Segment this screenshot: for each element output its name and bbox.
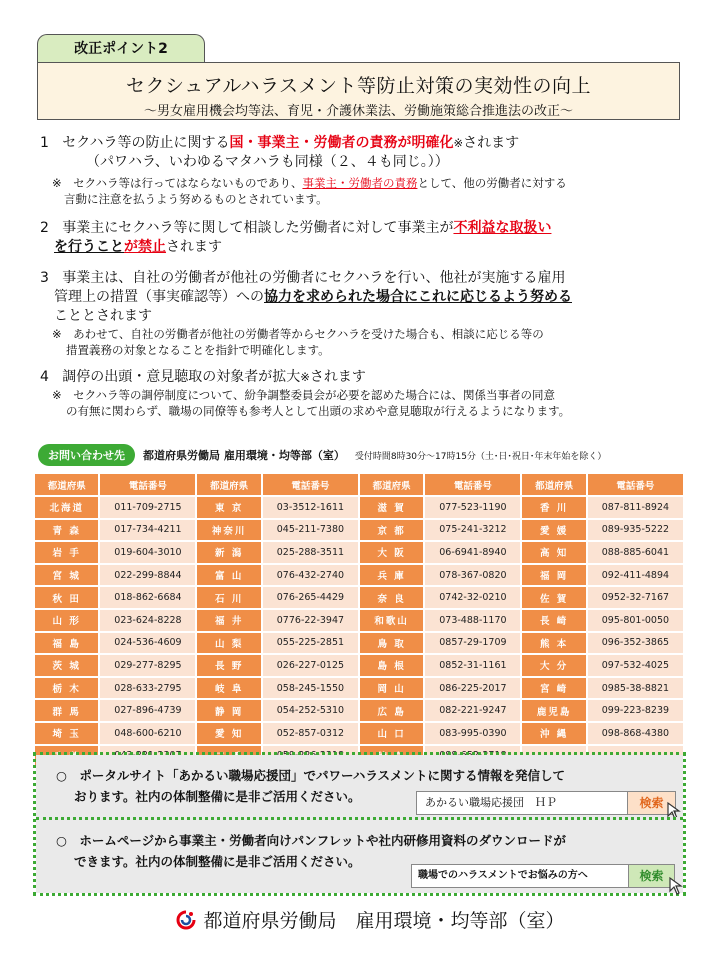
point-1-note-text-end: として、他の労働者に対する [417,176,567,190]
phone-cell: 045-211-7380 [263,520,358,541]
prefecture-cell: 福 井 [197,610,260,631]
prefecture-cell: 神奈川 [197,520,260,541]
prefecture-header: 都道府県 [522,474,585,495]
footer-text: 都道府県労働局 雇用環境・均等部（室） [203,910,565,932]
point-1-note-line2: 言動に注意を払うよう努めるものとされています。 [64,192,328,206]
prefecture-cell: 福 岡 [522,565,585,586]
point-1-number: 1 [40,135,49,151]
contact-hours: 受付時間8時30分～17時15分（土･日･祝日･年末年始を除く） [354,451,607,462]
prefecture-cell: 埼 玉 [35,723,98,744]
table-header-row [35,474,683,495]
prefecture-cell: 新 潟 [197,542,260,563]
prefecture-cell: 山 口 [360,723,423,744]
prefecture-cell: 広 島 [360,700,423,721]
search-button-1[interactable]: 検索 [627,792,675,814]
points-body [40,134,690,419]
prefecture-header: 都道府県 [35,474,98,495]
prefecture-cell: 福 島 [35,633,98,654]
search-button-2[interactable]: 検索 [628,865,674,887]
portal-box-1-line2: おります。社内の体制整備に是非ご活用ください。 [74,789,361,804]
point-1-text: セクハラ等の防止に関する [62,135,230,151]
phone-header: 電話番号 [425,474,520,495]
portal-box-2-line2: できます。社内の体制整備に是非ご活用ください。 [74,854,361,869]
portal-section [33,752,686,896]
phone-cell: 017-734-4211 [100,520,195,541]
point-2-text: 事業主にセクハラ等に関して相談した労働者に対して事業主が [62,220,454,236]
phone-cell: 06-6941-8940 [425,542,520,563]
phone-cell: 03-3512-1611 [263,497,358,518]
phone-cell: 024-536-4609 [100,633,195,654]
phone-cell: 098-868-4380 [588,723,683,744]
phone-cell: 028-633-2795 [100,678,195,699]
phone-cell: 027-896-4739 [100,700,195,721]
phone-header: 電話番号 [100,474,195,495]
prefecture-cell: 栃 木 [35,678,98,699]
phone-header: 電話番号 [588,474,683,495]
page-subtitle: ～男女雇用機会均等法、育児・介護休業法、労働施策総合推進法の改正～ [143,104,573,119]
phone-cell: 076-265-4429 [263,587,358,608]
phone-cell: 023-624-8228 [100,610,195,631]
prefecture-cell: 和歌山 [360,610,423,631]
phone-cell: 019-604-3010 [100,542,195,563]
point-3-highlight: 協力を求められた場合にこれに応じるよう努める [264,289,572,305]
prefecture-cell: 佐 賀 [522,587,585,608]
prefecture-cell: 愛 知 [197,723,260,744]
phone-cell: 026-227-0125 [263,655,358,676]
prefecture-cell: 宮 城 [35,565,98,586]
prefecture-cell: 富 山 [197,565,260,586]
point-1-text-end: されます [463,135,520,151]
prefecture-cell: 鳥 取 [360,633,423,654]
point-2-prohibited: が禁止 [124,239,166,255]
point-3 [40,269,690,288]
contact-badge: お問い合わせ先 [38,444,135,466]
prefecture-cell: 秋 田 [35,587,98,608]
prefecture-cell: 大 分 [522,655,585,676]
point-3-line3: こととされます [54,308,152,324]
point-4-note: ※ セクハラ等の調停制度について、紛争調整委員会が必要を認めた場合には、関係当事者の同意 [52,388,555,402]
phone-cell: 055-225-2851 [263,633,358,654]
prefecture-cell: 茨 城 [35,655,98,676]
prefecture-cell: 奈 良 [360,587,423,608]
phone-cell: 0952-32-7167 [588,587,683,608]
contact-row [38,443,688,467]
phone-cell: 018-862-6684 [100,587,195,608]
portal-box-2 [36,817,683,893]
prefecture-header: 都道府県 [360,474,423,495]
phone-cell: 097-532-4025 [588,655,683,676]
page-title: セクシュアルハラスメント等防止対策の実効性の向上 [126,75,591,97]
point-1-note-text: ※ セクハラ等は行ってはならないものであり、 [52,176,303,190]
phone-header: 電話番号 [263,474,358,495]
portal-box-1 [36,755,683,817]
labor-bureau-logo-icon [175,909,197,931]
phone-cell: 048-600-6210 [100,723,195,744]
table-row [35,610,683,631]
prefecture-cell: 長 野 [197,655,260,676]
phone-cell: 087-811-8924 [588,497,683,518]
prefecture-cell: 熊 本 [522,633,585,654]
prefecture-cell: 京 都 [360,520,423,541]
point-1 [40,134,690,153]
point-4-note-line2: の有無に関わらず、職場の同僚等も参考人として出頭の求めや意見聴取が行えるようになります。 [66,404,571,418]
portal-box-2-line1: ○ ホームページから事業主・労働者向けパンフレットや社内研修用資料のダウンロードが [56,833,567,848]
prefecture-cell: 岡 山 [360,678,423,699]
prefecture-cell: 兵 庫 [360,565,423,586]
prefecture-cell: 高 知 [522,542,585,563]
search-query-2[interactable]: 職場でのハラスメントでお悩みの方へ [418,870,588,881]
phone-cell: 0776-22-3947 [263,610,358,631]
prefecture-cell: 島 根 [360,655,423,676]
phone-cell: 078-367-0820 [425,565,520,586]
prefecture-cell: 静 岡 [197,700,260,721]
point-1-note [40,175,690,191]
phone-cell: 0985-38-8821 [588,678,683,699]
point-3-note-line2: 措置義務の対象となることを指針で明確化します。 [66,343,330,357]
point-3-number: 3 [40,270,49,286]
point-3-text: 事業主は、自社の労働者が他社の労働者にセクハラを行い、他社が実施する雇用 [62,270,566,286]
table-row [35,542,683,563]
point-2-highlight: 不利益な取扱い [453,220,552,236]
prefecture-cell: 山 梨 [197,633,260,654]
prefecture-cell: 鹿児島 [522,700,585,721]
prefecture-cell: 沖 縄 [522,723,585,744]
phone-cell: 092-411-4894 [588,565,683,586]
prefecture-cell: 山 形 [35,610,98,631]
table-row [35,497,683,518]
prefecture-cell: 石 川 [197,587,260,608]
phone-cell: 099-223-8239 [588,700,683,721]
point-4-mark: ※ [300,370,310,384]
footer [150,906,590,933]
cursor-icon [668,876,686,896]
phone-cell: 052-857-0312 [263,723,358,744]
phone-cell: 082-221-9247 [425,700,520,721]
phone-cell: 088-885-6041 [588,542,683,563]
revision-point-tab: 改正ポイント2 [37,34,205,64]
phone-cell: 054-252-5310 [263,700,358,721]
point-4-text-end: されます [309,369,366,385]
prefecture-cell: 岐 阜 [197,678,260,699]
phone-cell: 075-241-3212 [425,520,520,541]
phone-cell: 0742-32-0210 [425,587,520,608]
phone-cell: 076-432-2740 [263,565,358,586]
prefecture-cell: 愛 媛 [522,520,585,541]
point-4-text: 調停の出頭・意見聴取の対象者が拡大 [62,369,301,385]
phone-cell: 0852-31-1161 [425,655,520,676]
table-row [35,565,683,586]
phone-cell: 096-352-3865 [588,633,683,654]
phone-cell: 058-245-1550 [263,678,358,699]
point-2-number: 2 [40,220,49,236]
point-2-underlined: を行うこと [54,239,124,255]
point-2-text-end: されます [166,239,222,255]
point-3-text-2: 管理上の措置（事実確認等）への [54,289,264,305]
portal-box-1-line1: ○ ポータルサイト「あかるい職場応援団」でパワーハラスメントに関する情報を発信して [56,768,566,783]
prefecture-cell: 宮 崎 [522,678,585,699]
prefecture-cell: 東 京 [197,497,260,518]
point-3-note: ※ あわせて、自社の労働者が他社の労働者等からセクハラを受けた場合も、相談に応じる等の [52,327,544,341]
phone-cell: 089-935-5222 [588,520,683,541]
table-row [35,723,683,744]
table-row [35,520,683,541]
point-1-note-highlight: 事業主・労働者の責務 [302,176,418,190]
title-box [37,62,680,120]
prefecture-cell: 青 森 [35,520,98,541]
prefecture-cell: 岩 手 [35,542,98,563]
prefecture-cell: 群 馬 [35,700,98,721]
prefecture-cell: 北海道 [35,497,98,518]
point-1-highlight: 国・事業主・労働者の責務が明確化 [229,135,454,151]
phone-cell: 077-523-1190 [425,497,520,518]
phone-cell: 011-709-2715 [100,497,195,518]
search-box-2[interactable] [411,864,675,888]
phone-cell: 095-801-0050 [588,610,683,631]
point-4-number: 4 [40,369,49,385]
point-4 [40,368,690,387]
phone-cell: 0857-29-1709 [425,633,520,654]
table-body [35,497,683,766]
prefecture-cell: 滋 賀 [360,497,423,518]
table-row [35,700,683,721]
table-row [35,678,683,699]
contact-office: 都道府県労働局 雇用環境・均等部（室） [143,449,345,462]
prefecture-cell: 大 阪 [360,542,423,563]
phone-cell: 025-288-3511 [263,542,358,563]
point-2-line2 [40,238,690,257]
table-row [35,655,683,676]
point-1-line2: （パワハラ、いわゆるマタハラも同様（２、４も同じ。）） [86,154,449,170]
prefecture-cell: 香 川 [522,497,585,518]
phone-cell: 083-995-0390 [425,723,520,744]
phone-cell: 022-299-8844 [100,565,195,586]
phone-cell: 086-225-2017 [425,678,520,699]
table-row [35,633,683,654]
prefecture-header: 都道府県 [197,474,260,495]
phone-cell: 073-488-1170 [425,610,520,631]
phone-table [33,472,685,768]
point-2 [40,219,690,238]
search-box-1[interactable] [416,791,676,815]
point-3-line2 [40,288,690,307]
search-query-1[interactable]: あかるい職場応援団 ＨＰ [425,796,557,809]
point-1-mark: ※ [453,136,464,150]
table-row [35,587,683,608]
prefecture-cell: 長 崎 [522,610,585,631]
phone-cell: 029-277-8295 [100,655,195,676]
